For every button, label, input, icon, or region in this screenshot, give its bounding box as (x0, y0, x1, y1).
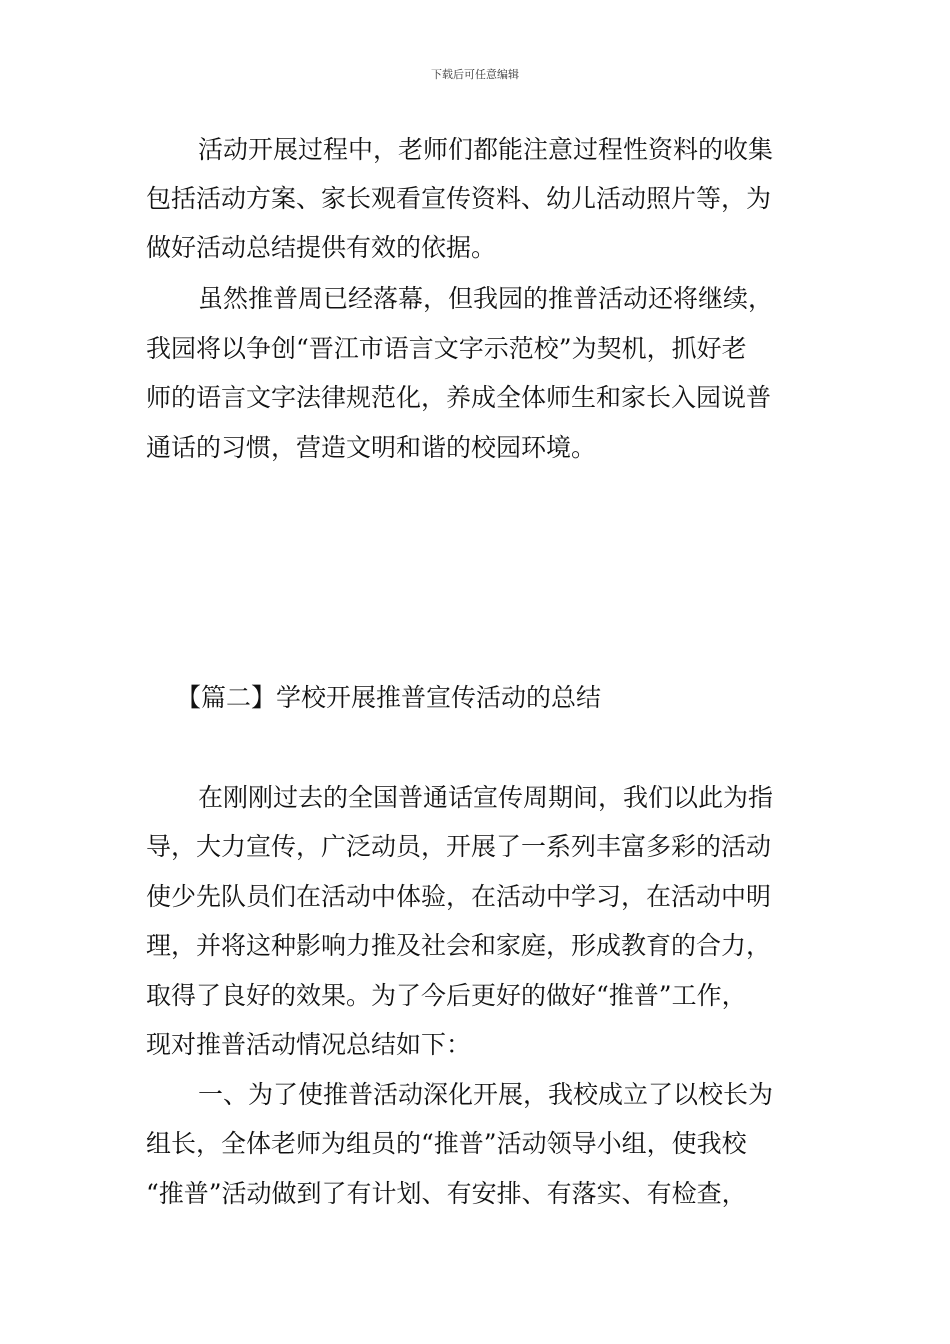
paragraph-line: 通话的习惯，营造文明和谐的校园环境。 (146, 433, 597, 462)
paragraph-line: 在刚刚过去的全国普通话宣传周期间，我们以此为指 (198, 783, 774, 812)
section-heading: 【篇二】学校开展推普宣传活动的总结 (176, 683, 602, 712)
paragraph-line: 活动开展过程中，老师们都能注意过程性资料的收集 (198, 135, 774, 164)
paragraph-line: “推普”活动做到了有计划、有安排、有落实、有检查， (146, 1179, 747, 1208)
paragraph-line: 组长，全体老师为组员的“推普”活动领导小组，使我校 (146, 1129, 747, 1158)
paragraph-line: 我园将以争创“晋江市语言文字示范校”为契机，抓好老 (146, 334, 747, 363)
paragraph-line: 包括活动方案、家长观看宣传资料、幼儿活动照片等，为 (146, 184, 772, 213)
paragraph-line: 一、为了使推普活动深化开展，我校成立了以校长为 (198, 1080, 774, 1109)
paragraph-line: 使少先队员们在活动中体验，在活动中学习，在活动中明 (146, 882, 772, 911)
paragraph-line: 做好活动总结提供有效的依据。 (146, 233, 497, 262)
header-note: 下载后可任意编辑 (431, 68, 519, 81)
paragraph-line: 现对推普活动情况总结如下： (146, 1030, 472, 1059)
paragraph-line: 取得了良好的效果。为了今后更好的做好“推普”工作， (146, 981, 747, 1010)
paragraph-line: 理，并将这种影响力推及社会和家庭，形成教育的合力， (146, 931, 772, 960)
paragraph-line: 导，大力宣传，广泛动员，开展了一系列丰富多彩的活动 (146, 832, 772, 861)
paragraph-line: 师的语言文字法律规范化，养成全体师生和家长入园说普 (146, 383, 772, 412)
paragraph-line: 虽然推普周已经落幕，但我园的推普活动还将继续， (198, 284, 774, 313)
